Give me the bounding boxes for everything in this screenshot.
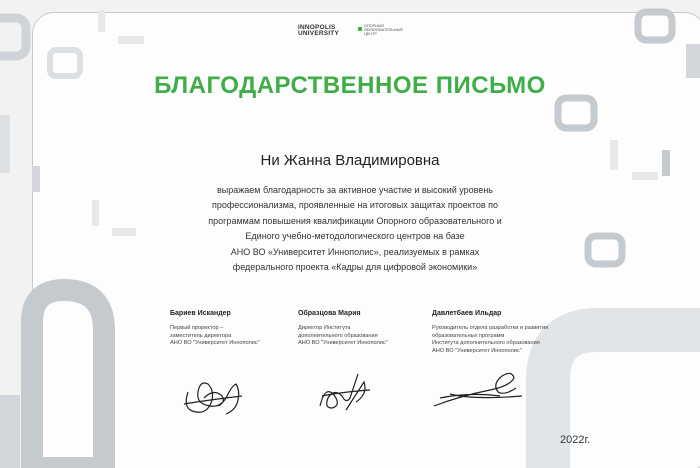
gratitude-text — [195, 183, 515, 275]
signatory-name: Образцова Мария — [298, 310, 361, 317]
signatory-role-line: дополнительного образования — [298, 332, 378, 339]
signatory-role-line: АНО ВО "Университет Иннополис" — [298, 340, 388, 347]
certificate-year: 2022г. — [560, 434, 591, 446]
signatory-name: Бариев Искандер — [170, 310, 231, 317]
signatory-role-line: Первый проректор – — [170, 325, 224, 331]
body-line: программам повышения квалификации Опорного образовательного и — [208, 215, 502, 226]
logo-mark-icon — [358, 27, 362, 31]
logo-line-2: UNIVERSITY — [298, 30, 340, 37]
body-line: федерального проекта «Кадры для цифровой экономики» — [232, 262, 478, 273]
signatory-role-line: Директор Института — [298, 325, 351, 331]
signatory-role-line: заместитель директора — [170, 332, 232, 339]
signatory-role-line: Института дополнительного образования — [432, 340, 540, 347]
logo-center-label: ОПОРНЫЙ ОБРАЗОВАТЕЛЬНЫЙ ЦЕНТР — [364, 24, 403, 37]
body-line: Единого учебно-методологического центров на базе — [245, 231, 465, 242]
signature-1 — [178, 370, 248, 420]
logo-line-1: INNOPOLIS — [298, 24, 336, 31]
signatory-3 — [432, 310, 582, 355]
recipient-name: Ни Жанна Владимировна — [260, 152, 440, 169]
certificate-title: БЛАГОДАРСТВЕННОЕ ПИСЬМО — [154, 72, 546, 99]
signature-2 — [312, 368, 382, 418]
signature-3 — [430, 366, 530, 416]
signatory-role-line: образовательных программ — [432, 332, 505, 339]
body-line: профессионализма, проявленные на итоговых защитах проектов по — [212, 200, 498, 211]
signatory-role-line: Руководитель отдела разработки и развития — [432, 325, 549, 331]
signatory-name: Давлетбаев Ильдар — [432, 310, 502, 317]
signatory-role-line: АНО ВО "Университет Иннополис" — [170, 340, 260, 347]
body-line: АНО ВО «Университет Иннополис», реализуемых в рамках — [230, 246, 480, 257]
signatory-1 — [170, 310, 280, 348]
signatory-2 — [298, 310, 418, 348]
signatory-role-line: АНО ВО "Университет Иннополис" — [432, 347, 522, 354]
body-line: выражаем благодарность за активное участие и высокий уровень — [217, 185, 493, 195]
innopolis-logo — [298, 23, 418, 41]
